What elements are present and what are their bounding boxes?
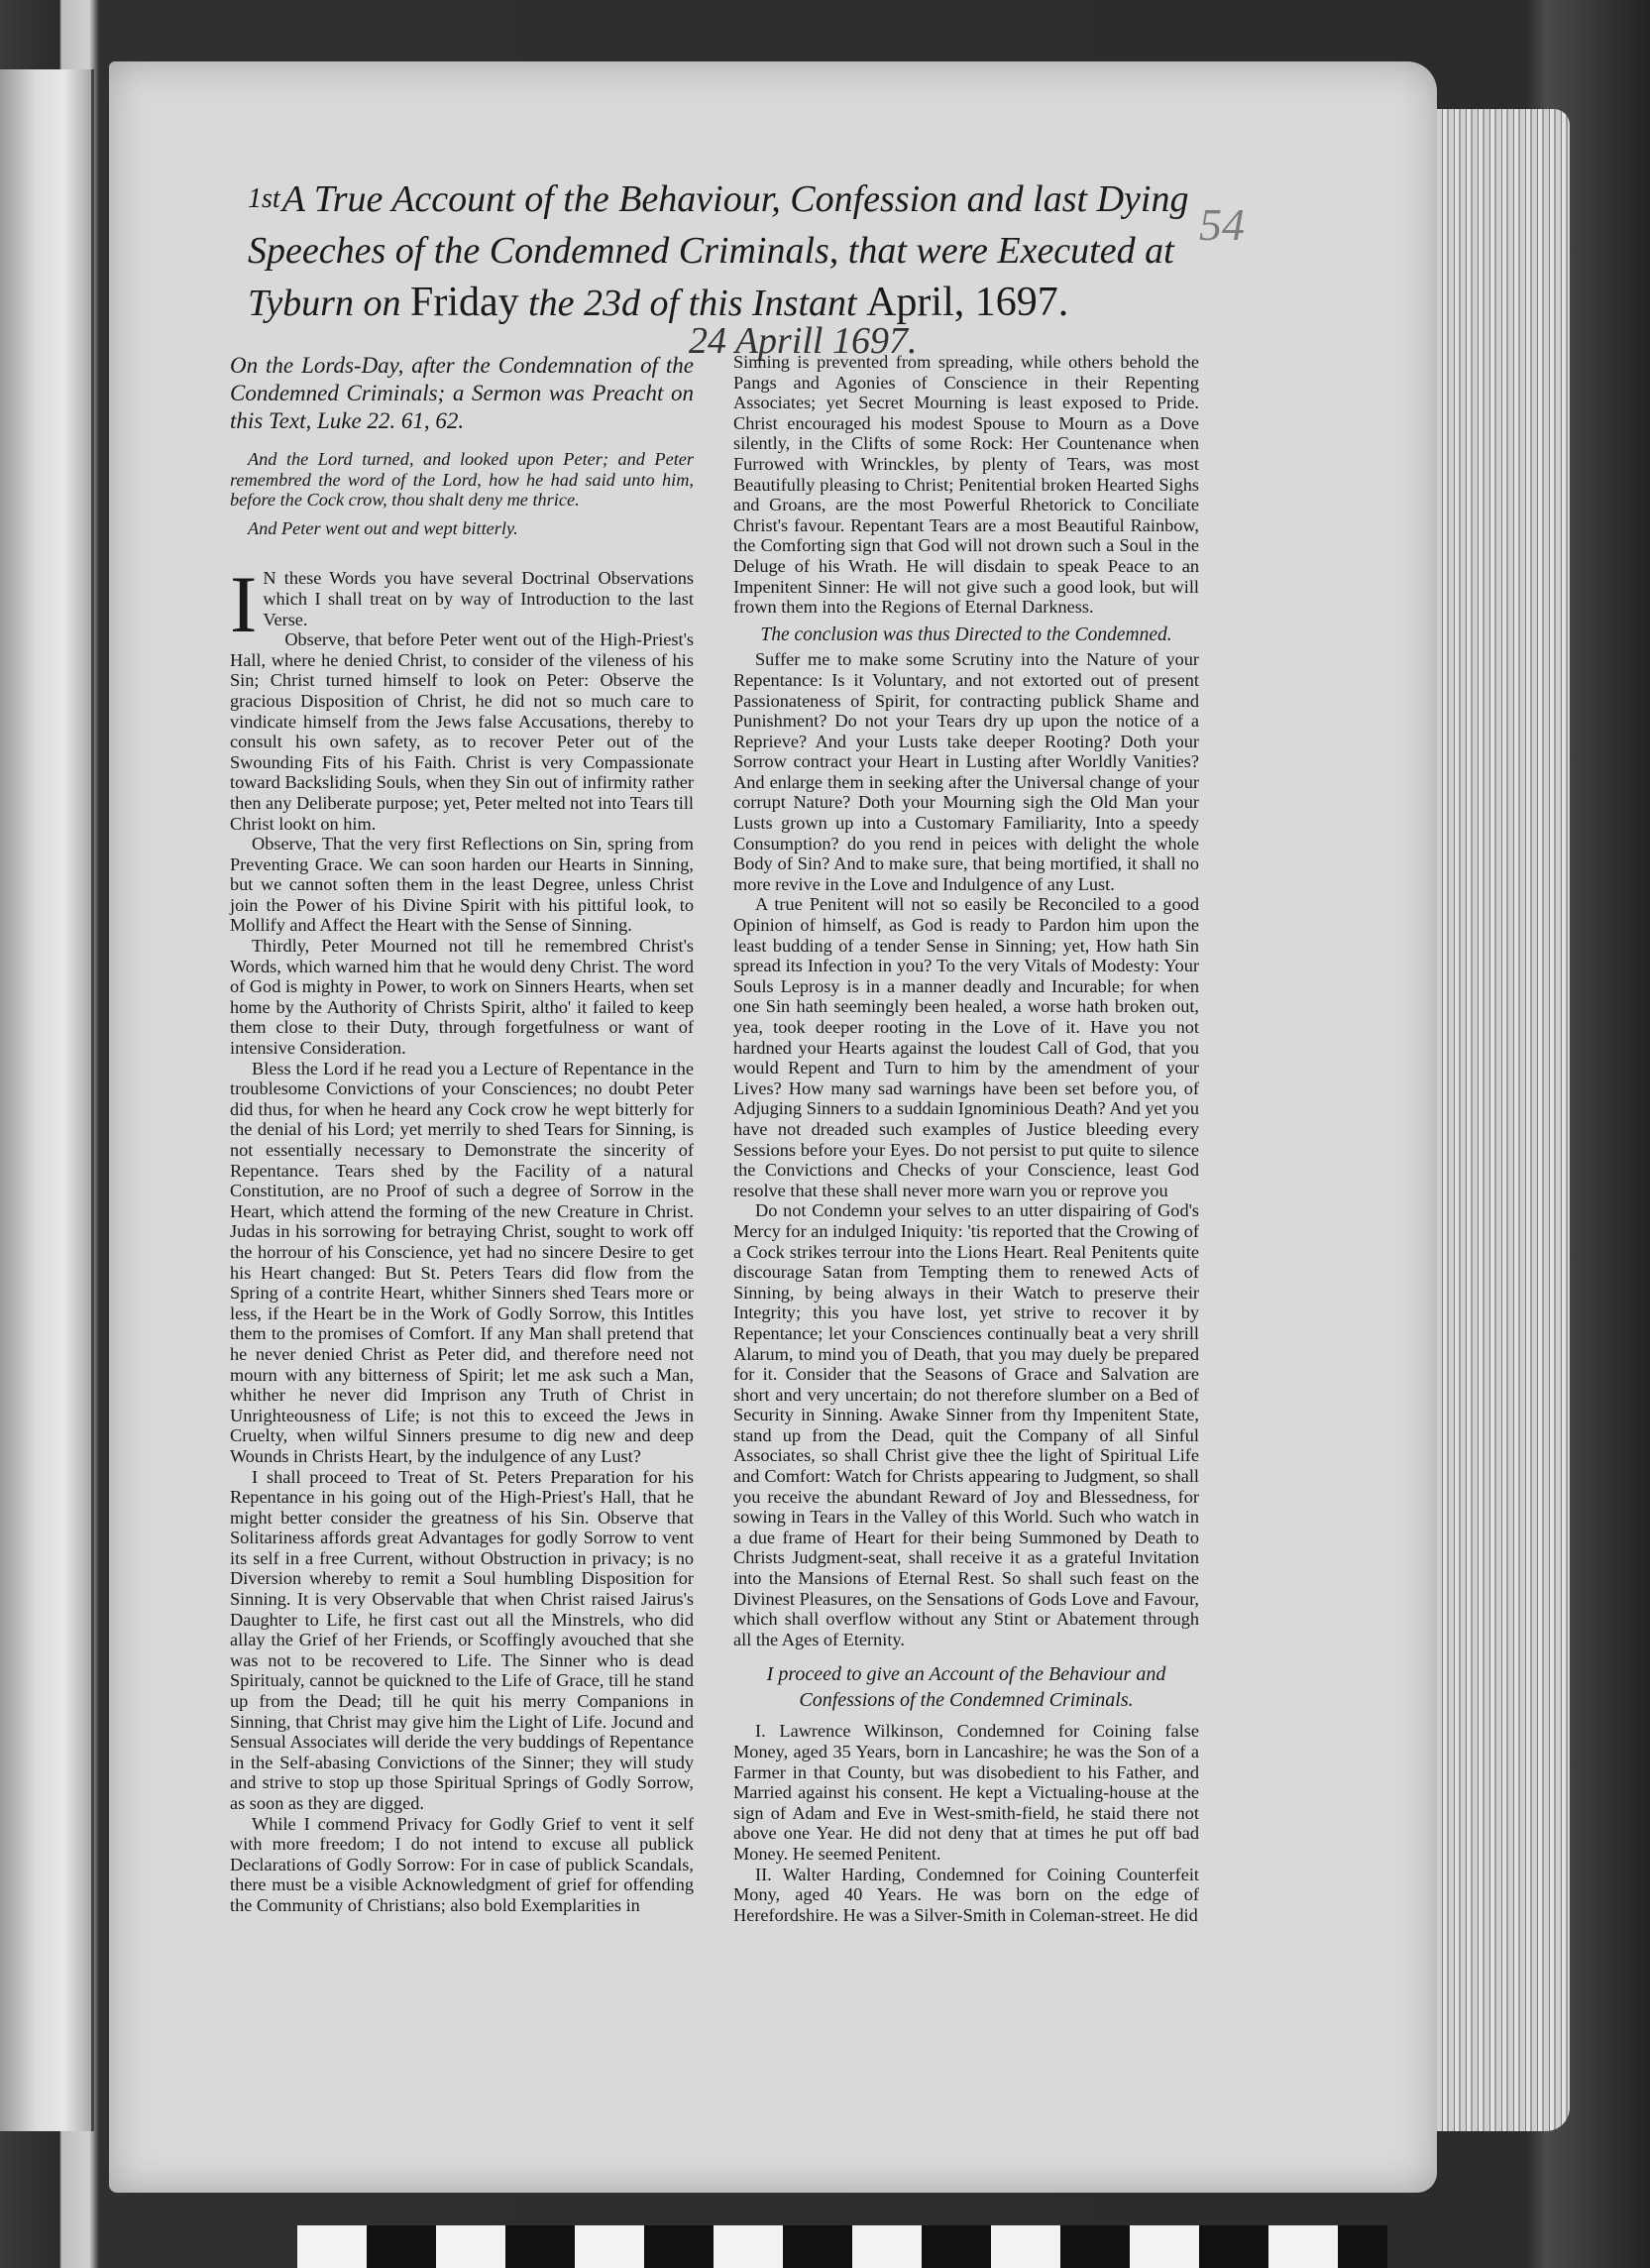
page-edges [1427, 109, 1570, 2131]
paragraph: A true Penitent will not so easily be Reconciled to a good Opinion of himself, as God is ready to Pardon him upon the least budding of a tender Sense in Sinning; yet, How hath Sin spread its Infection in you? To the very Vitals of Modesty: Your Souls Leprosy is in a manner deadly and Incurable; for when one Sin hath seemingly been healed, a worse hath broken out, yea, took deeper rooting in the Love of it. Have you not hardned your Hearts against the loudest Call of God, that you would Repent and Turn to him by the amendment of your Lives? How many sad warnings have been set before you, of Adjuging Sinners to a suddain Ignominious Death? And yet you have not dreaded such examples of Justice bleeding every Sessions before your Eyes. Do not persist to put quite to silence the Convictions and Checks of your Conscience, least God resolve that these shall never more warn you or reprove you [733, 894, 1199, 1200]
page-title [248, 173, 1199, 329]
paragraph: I. Lawrence Wilkinson, Condemned for Coining false Money, aged 35 Years, born in Lancashire; he was the Son of a Farmer in that County, but was disobedient to his Father, and Married against his consent. He kept a Victualing-house at the sign of Adam and Eve in West-smith-field, he staid there not above one Year. He did not deny that at times he put off bad Money. He seemed Penitent. [733, 1721, 1199, 1864]
right-column [733, 352, 1199, 1925]
drop-cap: I [230, 559, 258, 650]
title-line: A True Account of the Behaviour, Confession and last Dying Speeches of the Condemned Criminals, that were Executed at Tyburn on [248, 178, 1189, 324]
paragraph: I shall proceed to Treat of St. Peters Preparation for his Repentance in his going out of the High-Priest's Hall, that he might better consider the greatness of his Sin. Observe that Solitariness affords great Advantages for godly Sorrow to vent its self in a free Current, without Obstruction in privacy; is no Diversion whereby to remit a Soul humbling Disposition for Sinning. It is very Observable that when Christ raised Jairus's Daughter to Life, he first cast out all the Minstrels, who did allay the Grief of her Friends, or Scoffingly avouched that she was not to be recovered to Life. The Sinner who is dead Spiritualy, cannot be quickned to the Life of Grace, till he stand up from the Dead; till he quit his merry Companions in Sinning, that Christ may give him the Light of Life. Jocund and Sensual Associates will deride the very buddings of Repentance in the Self-abasing Convictions of the Sinner; they will study and strive to stop up those Spiritual Springs of Godly Sorrow, as soon as they are digged. [230, 1466, 694, 1813]
folio-note: 54 [1199, 199, 1245, 250]
conclusion-heading: The conclusion was thus Directed to the Condemned. [760, 624, 1172, 645]
left-column [230, 352, 694, 1916]
left-cover-flap [0, 69, 94, 2131]
title-mid: the 23d of this Instant [528, 283, 857, 324]
paragraph: Bless the Lord if he read you a Lecture of Repentance in the troublesome Convictions of your Consciences; no doubt Peter did thus, for when he heard any Cock crow he wept bitterly for the denial of his Lord; yet merrily to shed Tears for Sinning, is not essentially necessary to Demonstrate the sincerity of Repentance. Tears shed by the Facility of a natural Constitution, are no Proof of such a degree of Sorrow in the Heart, which attend the forming of the new Creature in Christ. Judas in his sorrowing for betraying Christ, sought to work off the horrour of his Conscience, yet had no sincere Desire to get his Heart changed: But St. Peters Tears did flow from the Spring of a contrite Heart, whither Sinners shed Tears more or less, if the Heart be in the Work of Godly Sorrow, this Intitles them to the promises of Comfort. If any Man shall pretend that he never denied Christ as Peter did, and therefore need not mourn with any bitterness of Spirit; let me ask such a Man, whither he never did Imprison any Truth of Christ in Unrighteousness of Life; is not this to exceed the Jews in Cruelty, when wilful Sinners presume to dig new and deep Wounds in Christs Heart, by the indulgence of any Lust? [230, 1058, 694, 1466]
color-scale-bar [297, 2225, 1387, 2268]
title-lead-mark: 1st [248, 183, 280, 214]
paragraph: I N these Words you have several Doctrinal Observations which I shall treat on by way of Introduction to the last Verse. [230, 559, 694, 650]
title-day: Friday [409, 280, 519, 325]
sermon-intro: On the Lords-Day, after the Condemnation of the Condemned Criminals; a Sermon was Preacht on this Text, Luke 22. 61, 62. [230, 353, 694, 433]
paragraph: While I commend Privacy for Godly Grief to vent it self with more freedom; I do not intend to excuse all publick Declarations of Godly Sorrow: For in case of publick Scandals, there must be a visible Acknowledgment of grief for offending the Community of Christians; also bold Exemplarities in [230, 1813, 694, 1915]
handwritten-date: 24 Aprill 1697. [689, 320, 918, 362]
account-heading: I proceed to give an Account of the Behaviour and Confessions of the Condemned Criminals. [766, 1663, 1166, 1712]
paragraph: Sinning is prevented from spreading, while others behold the Pangs and Agonies of Conscience in their Repenting Associates; yet Secret Mourning is least exposed to Pride. Christ encouraged his modest Spouse to Mourn as a Dove silently, in the Clifts of some Rock: Her Countenance when Furrowed with Wrinckles, by plenty of Tears, was most Beautifully pleasing to Christ; Penitential broken Hearted Sighs and Groans, are the most Powerful Rhetorick to Conciliate Christ's favour. Repentant Tears are a most Beautiful Rainbow, the Comforting sign that God will not drown such a Soul in the Deluge of his Wrath. He will disdain to speak Peace to an Impenitent Sinner: He will not give such a good look, but will frown them into the Regions of Eternal Darkness. [733, 352, 1199, 618]
scripture-verse-1: And the Lord turned, and looked upon Peter; and Peter remembred the word of the Lord, how he had said unto him, before the Cock crow, thou shalt deny me thrice. [230, 449, 694, 510]
paragraph: II. Walter Harding, Condemned for Coining Counterfeit Mony, aged 40 Years. He was born on the edge of Herefordshire. He was a Silver-Smith in Coleman-street. He did [733, 1864, 1199, 1925]
paragraph: Thirdly, Peter Mourned not till he remembred Christ's Words, which warned him that he would deny Christ. The word of God is mighty in Power, to work on Sinners Hearts, when set home by the Authority of Christs Spirit, altho' it failed to keep them close to their Duty, through forgetfulness or want of intensive Consideration. [230, 936, 694, 1059]
paragraph: Observe, That the very first Reflections on Sin, spring from Preventing Grace. We can soon harden our Hearts in Sinning, but we cannot soften them in the least Degree, unless Christ join the Power of his Divine Spirit with his pittiful look, to Mollify and Affect the Heart with the Sense of Sinning. [230, 834, 694, 936]
paragraph: Suffer me to make some Scrutiny into the Nature of your Repentance: Is it Voluntary, and not extorted out of present Passionateness of Spirit, for contracting publick Shame and Punishment? Do not your Tears dry up upon the notice of a Reprieve? And your Lusts take deeper Rooting? Doth your Sorrow contract your Heart in Lusting after Worldly Vanities? And enlarge them in seeking after the Universal change of your corrupt Nature? Doth your Mourning sigh the Old Man your Lusts grown up into a Customary Familiarity, Into a speedy Consumption? do you rend in peices with delight the whole Body of Sin? And to make sure, that being mortified, it shall no more revive in the Love and Indulgence of any Lust. [733, 649, 1199, 894]
paragraph: Do not Condemn your selves to an utter dispairing of God's Mercy for an indulged Iniquity: 'tis reported that the Crowing of a Cock strikes terrour into the Lions Heart. Real Penitents quite discourage Satan from Tempting them to renewed Acts of Sinning, by being always in their Watch to preserve their Integrity; this you have lost, yet strive to recover it by Repentance; let your Consciences continually beat a very shrill Alarum, to mind you of Death, that you may duely be prepared for it. Consider that the Seasons of Grace and Salvation are short and very uncertain; do not therefore slumber on a Bed of Security in Sinning. Awake Sinner from thy Impenitent State, stand up from the Dead, quit the Company of all Sinful Associates, so shall Christ give thee the light of Spiritual Life and Comfort: Watch for Christs appearing to Judgment, so shall you receive the abundant Reward of Joy and Blessedness, for sowing in Tears in the Valley of this World. Such who watch in a due frame of Heart for their being Summoned by Death to Christs Judgment-seat, shall receive it as a grateful Invitation into the Mansions of Eternal Rest. So shall such feast on the Divinest Pleasures, on the Sensations of Gods Love and Favour, which shall overflow without any Stint or Abatement through all the Ages of Eternity. [733, 1200, 1199, 1649]
scripture-verse-2: And Peter went out and wept bitterly. [248, 517, 518, 538]
title-month: April, 1697. [866, 280, 1069, 325]
paragraph: Observe, that before Peter went out of the High-Priest's Hall, where he denied Christ, to consider of the vileness of his Sin; Christ turned himself to look on Peter: Observe the gracious Disposition of Christ, he did not so much care to vindicate himself from the Jews false Accusations, thereby to consult his own safety, as to recover Peter out of the Swounding Fits of his Faith. Christ is very Compassionate toward Backsliding Souls, when they Sin out of infirmity rather then any Deliberate purpose; yet, Peter melted not into Tears till Christ lookt on him. [230, 629, 694, 834]
